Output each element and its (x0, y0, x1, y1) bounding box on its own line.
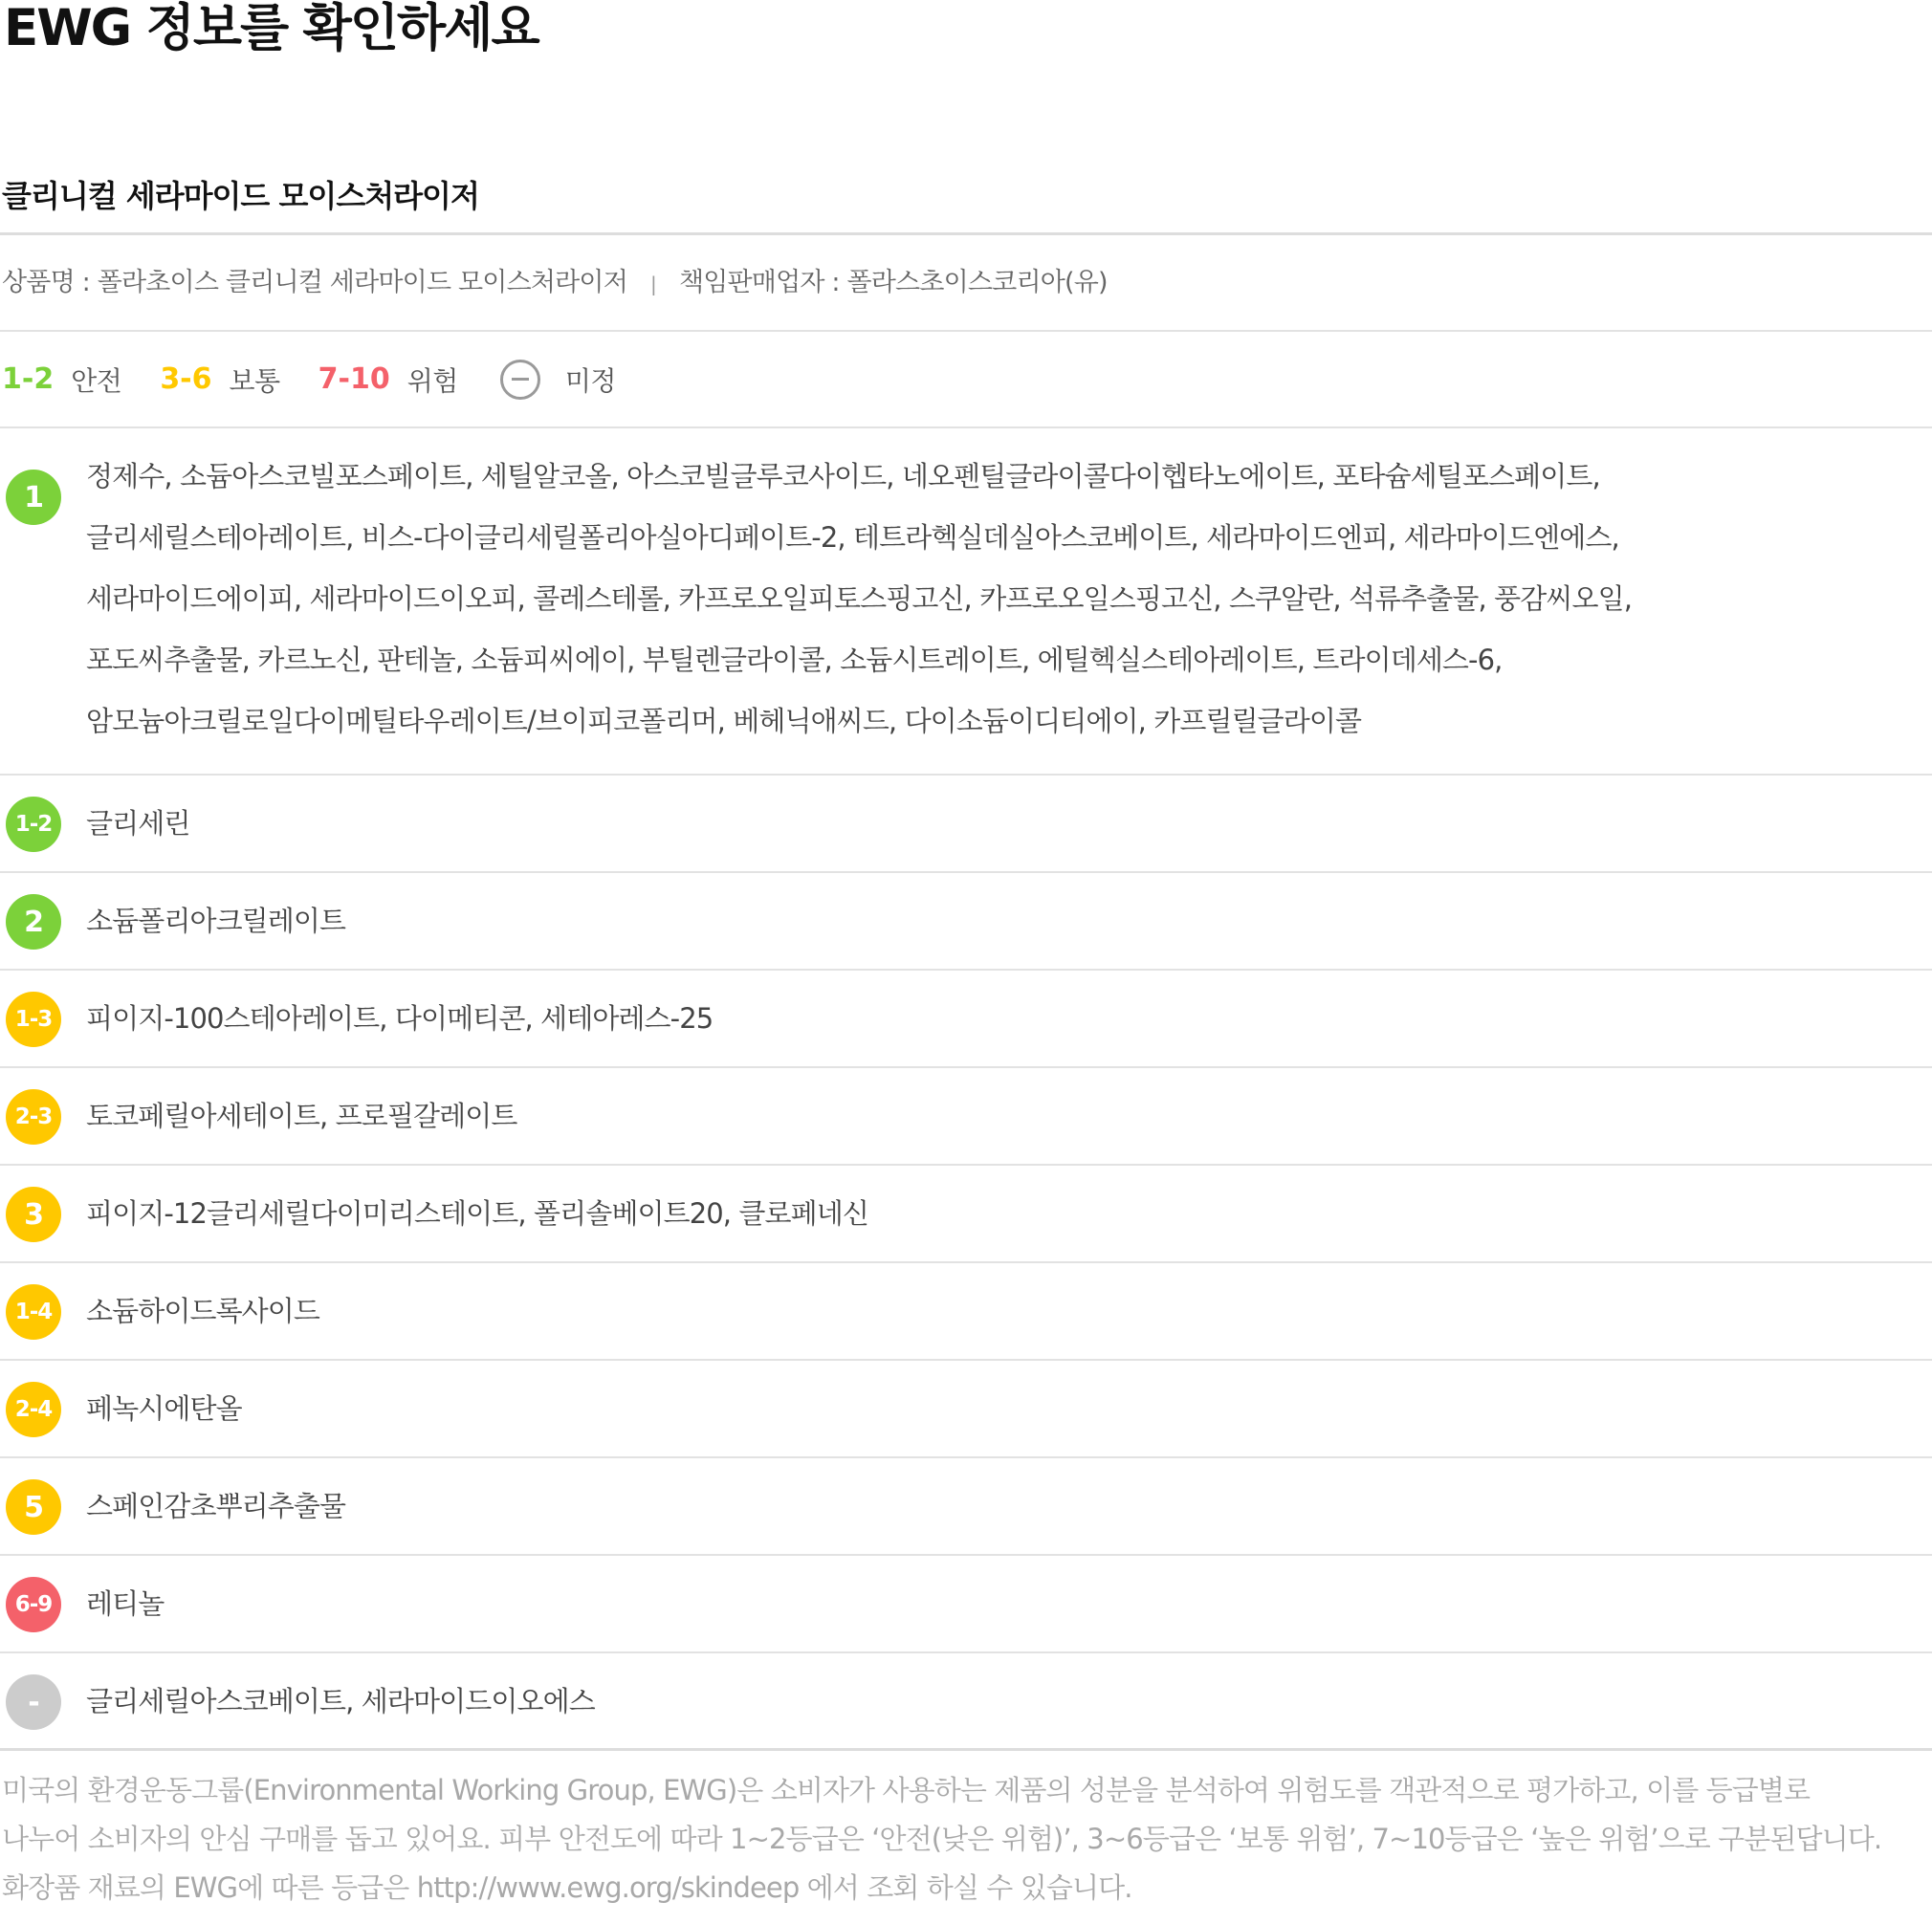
ingredient-names (86, 1263, 319, 1359)
legend-danger-label: 위험 (406, 364, 458, 397)
ingredient-names (86, 971, 713, 1066)
ingredient-line: 소듐폴리아크릴레이트 (86, 905, 346, 937)
ingredient-names (86, 1458, 345, 1554)
ingredient-row (0, 1166, 1932, 1263)
legend-safe-label: 안전 (71, 364, 122, 397)
grade-badge: 1-4 (6, 1284, 61, 1340)
legend-safe-range: 1-2 (2, 362, 55, 396)
ingredient-line: 피이지-100스테아레이트, 다이메티콘, 세테아레스-25 (86, 1002, 714, 1035)
grade-badge: 1-2 (6, 797, 61, 852)
ingredient-line: 소듐하이드록사이드 (86, 1295, 320, 1327)
grade-badge: 1-3 (6, 992, 61, 1047)
minus-circle-icon (500, 360, 540, 400)
ingredient-row (0, 971, 1932, 1068)
grade-legend (0, 332, 1932, 428)
ingredient-line: 페녹시에탄올 (86, 1392, 242, 1425)
ingredient-line: 정제수, 소듐아스코빌포스페이트, 세틸알코올, 아스코빌글루코사이드, 네오펜틸글라이콜다이헵타노에이트, 포타슘세틸포스페이트, (86, 460, 1600, 492)
ingredient-names (86, 428, 1632, 752)
ingredient-names (86, 1653, 595, 1749)
note-line: 미국의 환경운동그룹(Environmental Working Group, EWG)은 소비자가 사용하는 제품의 성분을 분석하여 위험도를 객관적으로 평가하고, 이를 등급별로 (2, 1774, 1811, 1806)
product-meta (0, 235, 1932, 332)
grade-badge: 2-3 (6, 1089, 61, 1145)
ingredient-row (0, 1458, 1932, 1556)
ingredient-names (86, 1361, 242, 1456)
ingredient-line: 글리세린 (86, 807, 190, 840)
ingredient-row (0, 1263, 1932, 1361)
legend-normal-label: 보통 (229, 364, 280, 397)
legend-undetermined-label: 미정 (564, 364, 616, 397)
ewg-note (0, 1751, 1932, 1913)
grade-badge: - (6, 1674, 61, 1730)
ingredient-row (0, 1653, 1932, 1751)
ingredient-names (86, 776, 189, 871)
product-name-label: 상품명 : 폴라초이스 클리니컬 세라마이드 모이스처라이저 (2, 268, 627, 297)
grade-badge: 3 (6, 1187, 61, 1242)
seller-label: 책임판매업자 : 폴라스초이스코리아(유) (678, 268, 1108, 297)
ingredient-row (0, 776, 1932, 873)
meta-separator: | (649, 273, 656, 295)
ingredient-row (0, 1556, 1932, 1653)
note-line: 나누어 소비자의 안심 구매를 돕고 있어요. 피부 안전도에 따라 1~2등급은 ‘안전(낮은 위험)’, 3~6등급은 ‘보통 위험’, 7~10등급은 ‘높은 위험’으로 구분된답니다. (2, 1823, 1882, 1855)
legend-normal-range: 3-6 (160, 362, 212, 396)
grade-badge: 2-4 (6, 1382, 61, 1437)
ingredient-line: 암모늄아크릴로일다이메틸타우레이트/브이피코폴리머, 베헤닉애씨드, 다이소듐이디티에이, 카프릴릴글라이콜 (86, 705, 1362, 737)
grade-badge: 1 (6, 470, 61, 525)
ingredient-list (0, 428, 1932, 1751)
grade-badge: 5 (6, 1479, 61, 1535)
grade-badge: 6-9 (6, 1577, 61, 1632)
note-line: 화장품 재료의 EWG에 따른 등급은 http://www.ewg.org/skindeep 에서 조회 하실 수 있습니다. (2, 1871, 1132, 1904)
ingredient-row (0, 428, 1932, 776)
ingredient-row (0, 1068, 1932, 1166)
ingredient-line: 피이지-12글리세릴다이미리스테이트, 폴리솔베이트20, 클로페네신 (86, 1197, 869, 1230)
ingredient-line: 글리세릴아스코베이트, 세라마이드이오에스 (86, 1684, 595, 1717)
legend-danger-range: 7-10 (318, 362, 390, 396)
product-title: 클리니컬 세라마이드 모이스처라이저 (0, 159, 1932, 235)
grade-badge: 2 (6, 894, 61, 950)
ingredient-line: 토코페릴아세테이트, 프로필갈레이트 (86, 1100, 517, 1132)
ingredient-line: 세라마이드에이피, 세라마이드이오피, 콜레스테롤, 카프로오일피토스핑고신, 카프로오일스핑고신, 스쿠알란, 석류추출물, 풍감씨오일, (86, 582, 1633, 615)
ingredient-line: 레티놀 (86, 1587, 165, 1620)
ingredient-row (0, 1361, 1932, 1458)
ingredient-names (86, 1068, 516, 1164)
ingredient-line: 스페인감초뿌리추출물 (86, 1490, 346, 1522)
ingredient-names (86, 1556, 164, 1651)
ingredient-names (86, 1166, 868, 1261)
ingredient-line: 포도씨추출물, 카르노신, 판테놀, 소듐피씨에이, 부틸렌글라이콜, 소듐시트레이트, 에틸헥실스테아레이트, 트라이데세스-6, (86, 644, 1503, 676)
ingredient-names (86, 873, 345, 969)
ingredient-line: 글리세릴스테아레이트, 비스-다이글리세릴폴리아실아디페이트-2, 테트라헥실데실아스코베이트, 세라마이드엔피, 세라마이드엔에스, (86, 521, 1619, 554)
ingredient-row (0, 873, 1932, 971)
page-title: EWG 정보를 확인하세요 (4, 0, 538, 57)
